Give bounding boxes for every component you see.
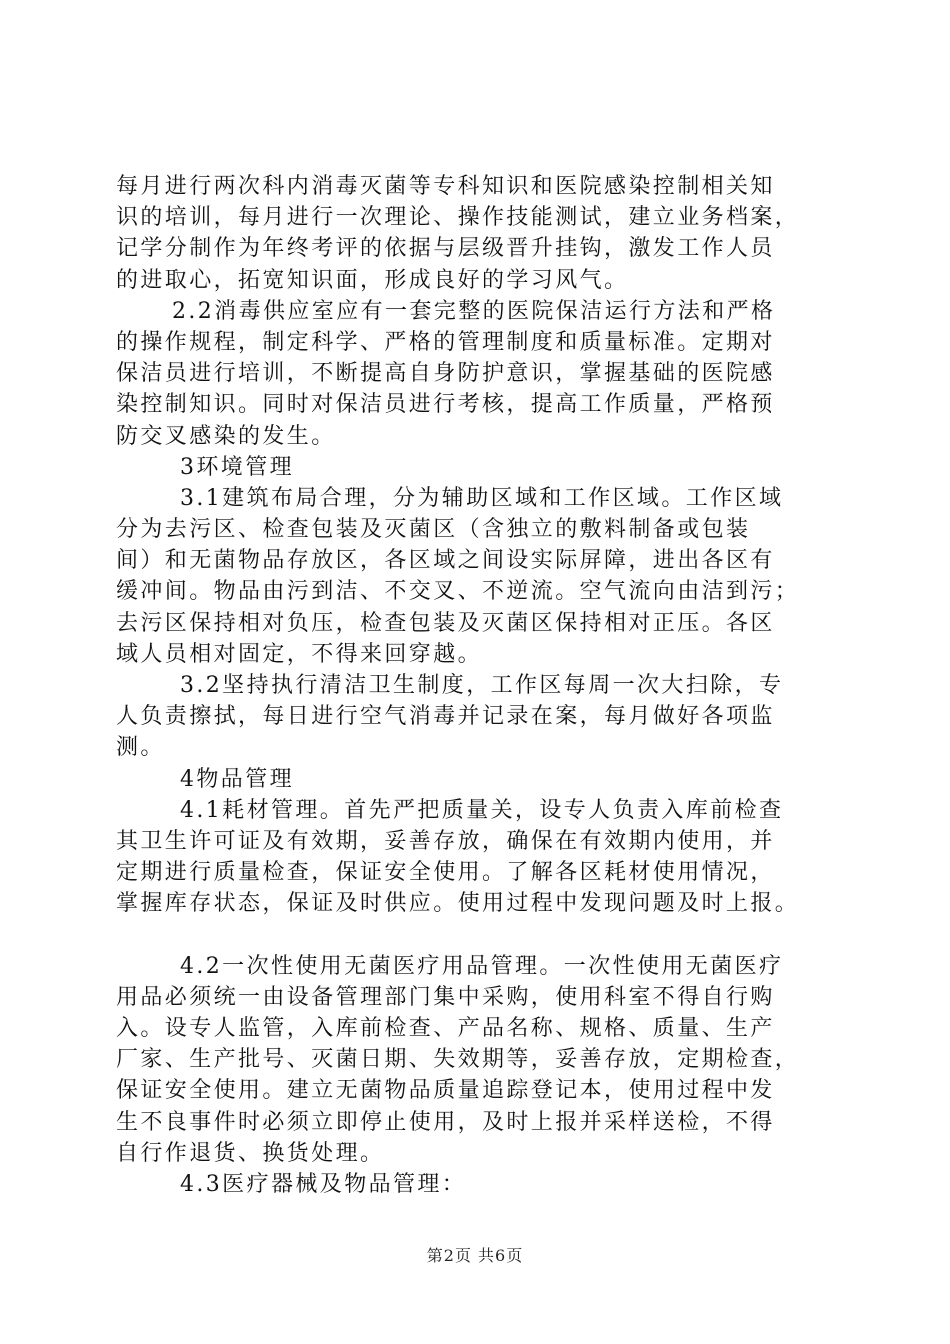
paragraph-line: 3.1建筑布局合理，分为辅助区域和工作区域。工作区域 [180,485,784,511]
paragraph-line: 厂家、生产批号、灭菌日期、失效期等，妥善存放，定期检查， [116,1047,800,1073]
paragraph-line: 2.2消毒供应室应有一套完整的医院保洁运行方法和严格 [172,298,776,324]
paragraph-line: 识的培训，每月进行一次理论、操作技能测试，建立业务档案， [116,205,800,231]
section-heading: 4物品管理 [180,766,294,792]
paragraph-line: 防交叉感染的发生。 [116,423,336,449]
paragraph-line: 去污区保持相对负压，检查包装及灭菌区保持相对正压。各区 [116,610,775,636]
paragraph-line: 4.1耗材管理。首先严把质量关，设专人负责入库前检查 [180,797,784,823]
paragraph-line: 生不良事件时必须立即停止使用，及时上报并采样送检，不得 [116,1109,775,1135]
paragraph-line: 定期进行质量检查，保证安全使用。了解各区耗材使用情况， [116,860,775,886]
paragraph-line: 掌握库存状态，保证及时供应。使用过程中发现问题及时上报。 [116,891,800,917]
paragraph-line: 记学分制作为年终考评的依据与层级晋升挂钩，激发工作人员 [116,236,775,262]
paragraph-line: 3.2坚持执行清洁卫生制度，工作区每周一次大扫除，专 [180,673,784,698]
paragraph-line: 4.3医疗器械及物品管理： [180,1172,467,1197]
paragraph-line: 自行作退货、换货处理。 [116,1140,385,1166]
document-body [116,171,850,1200]
paragraph-line: 入。设专人监管，入库前检查、产品名称、规格、质量、生产 [116,1016,775,1042]
section-heading: 3环境管理 [180,454,294,480]
paragraph-line: 间）和无菌物品存放区，各区域之间设实际屏障，进出各区有 [116,548,775,574]
blank-line [116,920,850,951]
paragraph-line: 分为去污区、检查包装及灭菌区（含独立的敷料制备或包装 [116,517,751,543]
paragraph-line: 的操作规程，制定科学、严格的管理制度和质量标准。定期对 [116,329,775,355]
paragraph-line: 域人员相对固定，不得来回穿越。 [116,641,483,667]
paragraph-line: 染控制知识。同时对保洁员进行考核，提高工作质量，严格预 [116,392,775,418]
paragraph-line: 4.2一次性使用无菌医疗用品管理。一次性使用无菌医疗 [180,953,784,979]
page-footer: 第2页 共6页 [426,1246,524,1265]
paragraph-line: 缓冲间。物品由污到洁、不交叉、不逆流。空气流向由洁到污； [116,579,800,605]
paragraph-line: 人负责擦拭，每日进行空气消毒并记录在案，每月做好各项监 [116,704,775,730]
paragraph-line: 每月进行两次科内消毒灭菌等专科知识和医院感染控制相关知 [116,174,775,199]
paragraph-line: 保洁员进行培训，不断提高自身防护意识，掌握基础的医院感 [116,361,775,387]
paragraph-line: 的进取心，拓宽知识面，形成良好的学习风气。 [116,267,629,293]
paragraph-line: 保证安全使用。建立无菌物品质量追踪登记本，使用过程中发 [116,1078,775,1104]
paragraph-line: 测。 [116,735,165,761]
paragraph-line: 其卫生许可证及有效期，妥善存放，确保在有效期内使用，并 [116,828,775,854]
paragraph-line: 用品必须统一由设备管理部门集中采购，使用科室不得自行购 [116,984,775,1010]
